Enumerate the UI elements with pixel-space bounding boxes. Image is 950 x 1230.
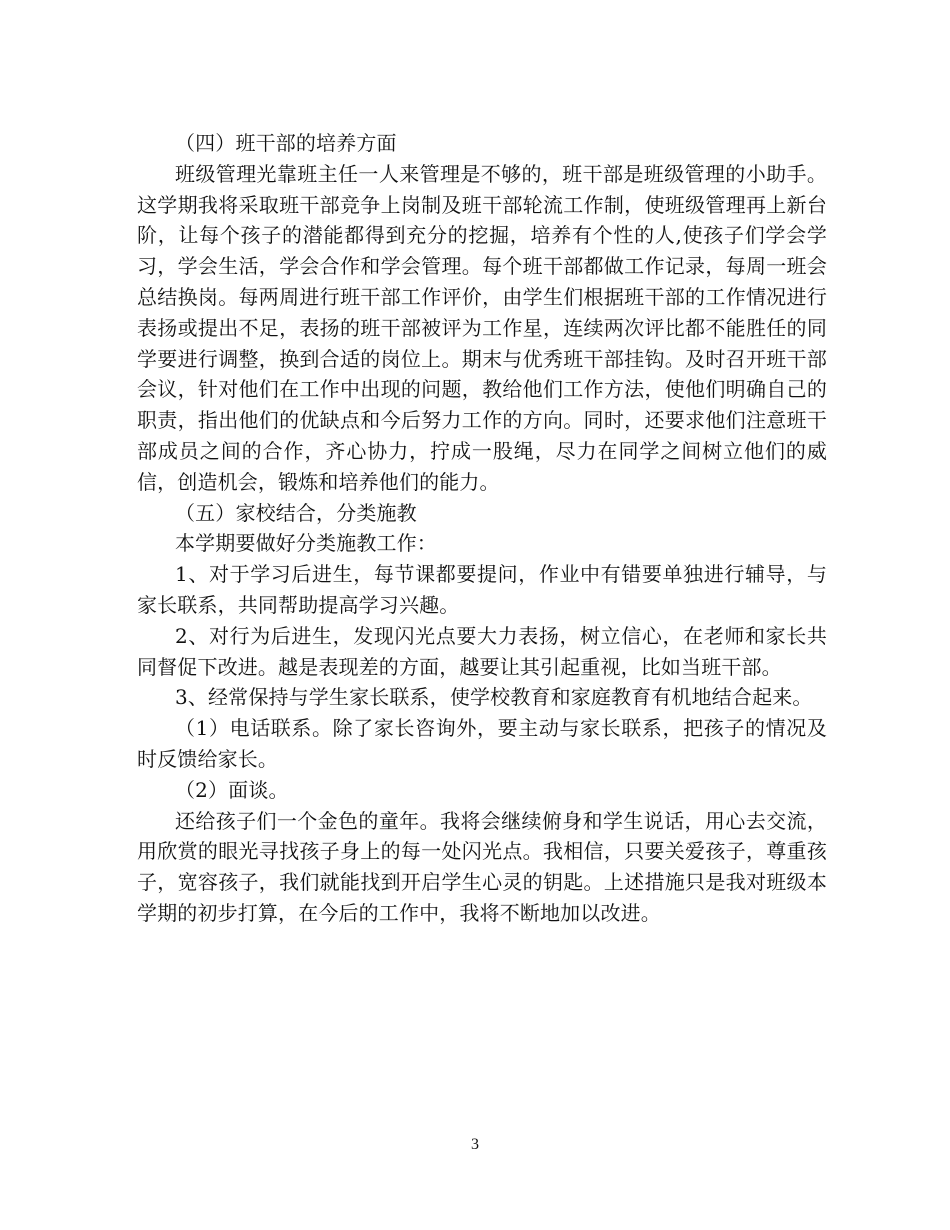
paragraph-item-1: 1、对于学习后进生，每节课都要提问，作业中有错要单独进行辅导，与家长联系，共同帮助提高学习兴趣。 [137,562,827,617]
paragraph-class-cadre-training: 班级管理光靠班主任一人来管理是不够的，班干部是班级管理的小助手。这学期我将采取班干部竞争上岗制及班干部轮流工作制，使班级管理再上新台阶，让每个孩子的潜能都得到充分的挖掘，培养有个性的人,使孩子们学会学习，学会生活，学会合作和学会管理。每个班干部都做工作记录，每周一班会总结换岗。每两周进行班干部工作评价，由学生们根据班干部的工作情况进行表扬或提出不足，表扬的班干部被评为工作星，连续两次评比都不能胜任的同学要进行调整，换到合适的岗位上。期末与优秀班干部挂钩。及时召开班干部会议，针对他们在工作中出现的问题，教给他们工作方法，使他们明确自己的职责，指出他们的优缺点和今后努力工作的方向。同时，还要求他们注意班干部成员之间的合作，齐心协力，拧成一股绳，尽力在同学之间树立他们的威信，创造机会，锻炼和培养他们的能力。 [137,161,827,494]
paragraph-subitem-1: （1）电话联系。除了家长咨询外，要主动与家长联系，把孩子的情况及时反馈给家长。 [137,716,827,771]
document-body [137,128,827,929]
paragraph-conclusion: 还给孩子们一个金色的童年。我将会继续俯身和学生说话，用心去交流，用欣赏的眼光寻找孩子身上的每一处闪光点。我相信，只要关爱孩子，尊重孩子，宽容孩子，我们就能找到开启学生心灵的钥匙。上述措施只是我对班级本学期的初步打算，在今后的工作中，我将不断地加以改进。 [137,808,827,925]
section-heading-home-school: （五）家校结合，分类施教 [175,500,417,525]
paragraph-subitem-2: （2）面谈。 [175,777,289,802]
section-heading-class-cadre-training: （四）班干部的培养方面 [175,131,397,155]
paragraph-item-2: 2、对行为后进生，发现闪光点要大力表扬，树立信心，在老师和家长共同督促下改进。越是表现差的方面，越要让其引起重视，比如当班干部。 [137,623,827,679]
paragraph-intro: 本学期要做好分类施教工作： [175,531,437,556]
page-number: 3 [471,1136,479,1153]
paragraph-item-3: 3、经常保持与学生家长联系，使学校教育和家庭教育有机地结合起来。 [175,685,813,710]
